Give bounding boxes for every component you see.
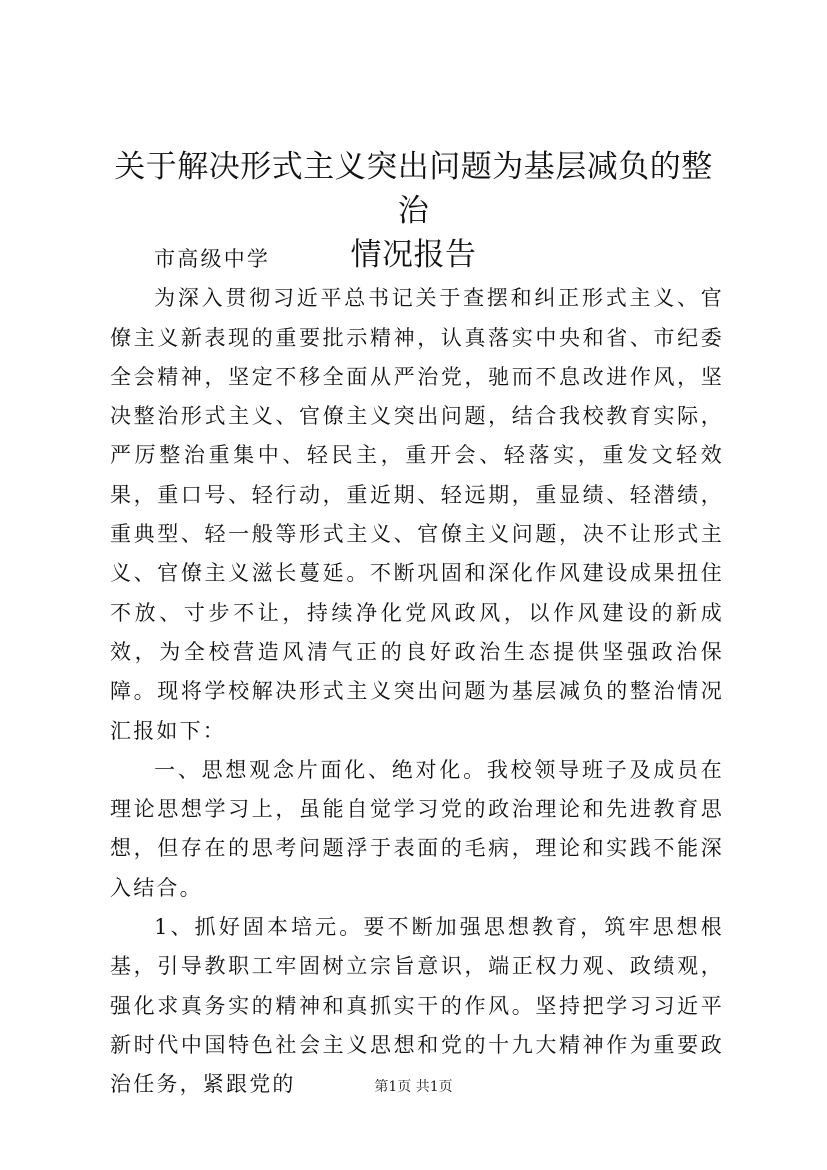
title-line-2: 情况报告 xyxy=(350,237,477,273)
intro-paragraph: 为深入贯彻习近平总书记关于查摆和纠正形式主义、官僚主义新表现的重要批示精神，认真落实中央和省、市纪委全会精神，坚定不移全面从严治党，驰而不息改进作风，坚决整治形式主义、官僚主义突出问题，结合我校教育实际，严厉整治重集中、轻民主，重开会、轻落实，重发文轻效果，重口号、轻行动，重近期、轻远期，重显绩、轻潜绩，重典型、轻一般等形式主义、官僚主义问题，决不让形式主义、官僚主义滋长蔓延。不断巩固和深化作风建设成果扭住不放、寸步不让，持续净化党风政风，以作风建设的新成效，为全校营造风清气正的良好政治生态提供坚强政治保障。现将学校解决形式主义突出问题为基层减负的整治情况汇报如下： xyxy=(110,286,724,743)
section-1-paragraph: 一、思想观念片面化、绝对化。我校领导班子及成员在理论思想学习上，虽能自觉学习党的政治理论和先进教育思想，但存在的思考问题浮于表面的毛病，理论和实践不能深入结合。 xyxy=(110,757,724,900)
page-footer: 第1页 共1页 xyxy=(374,1079,453,1095)
item-1-paragraph: 1、抓好固本培元。要不断加强思想教育，筑牢思想根基，引导教职工牢固树立宗旨意识，端正权力观、政绩观，强化求真务实的精神和真抓实干的作风。坚持把学习习近平新时代中国特色社会主义思想和党的十九大精神作为重要政治任务，紧跟党的 xyxy=(110,915,724,1097)
organization-name: 市高级中学 xyxy=(154,247,271,271)
document-body xyxy=(110,240,724,1105)
title-line-1: 关于解决形式主义突出问题为基层减负的整治 xyxy=(114,149,713,229)
